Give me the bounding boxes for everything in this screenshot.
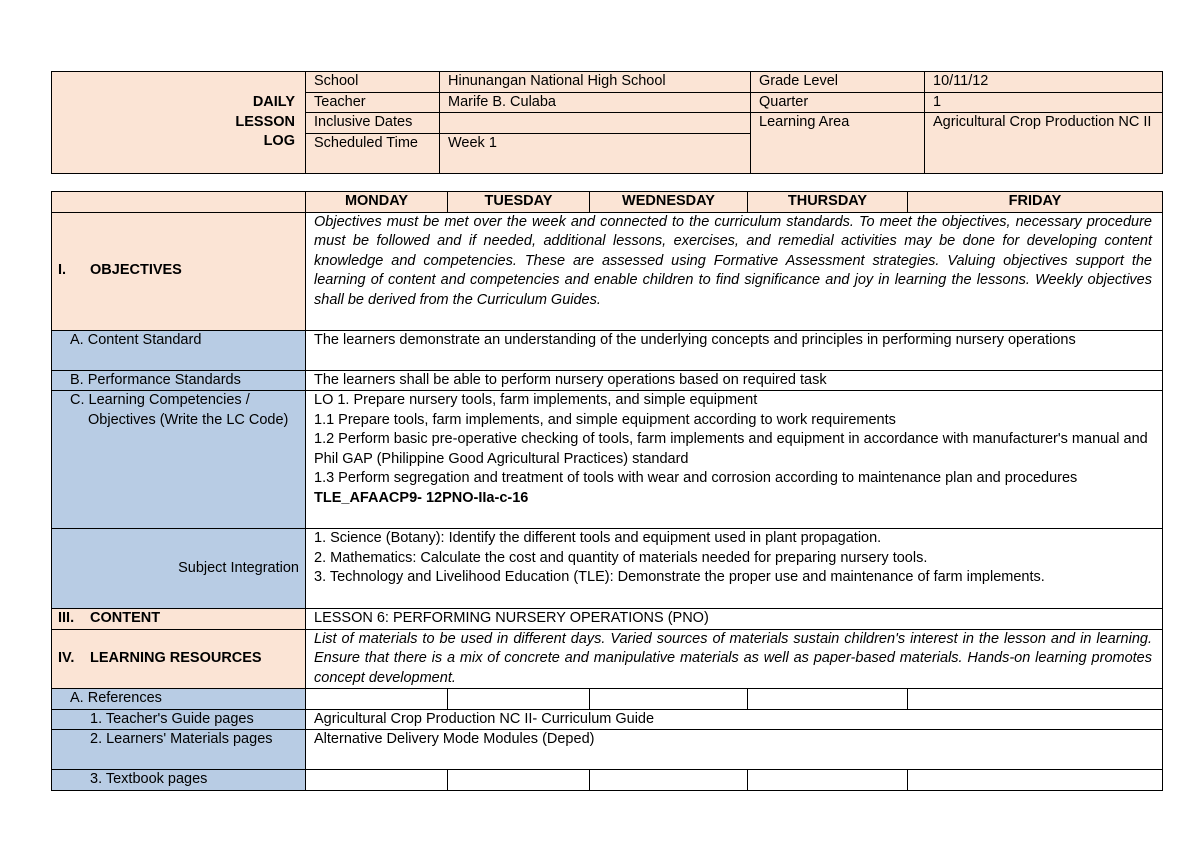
dates-label: Inclusive Dates xyxy=(306,113,440,134)
references-cell-thursday xyxy=(748,689,908,710)
competency-line: 1.3 Perform segregation and treatment of tools with wear and corrosion according to maintenance plan and procedures xyxy=(314,470,1078,486)
integration-label: Subject Integration xyxy=(52,529,306,609)
teachers-guide-label: 1. Teacher's Guide pages xyxy=(52,709,306,730)
integration-text xyxy=(306,529,1163,609)
grade-value: 10/11/12 xyxy=(925,72,1163,93)
competency-line: 1.2 Perform basic pre-operative checking of tools, farm implements and equipment in accordance with manufacturer's manual and Phil GAP (Philippine Good Agricultural Practices) standard xyxy=(314,431,1148,467)
school-label: School xyxy=(306,72,440,93)
performance-standards-text: The learners shall be able to perform nursery operations based on required task xyxy=(306,370,1163,391)
resources-text: List of materials to be used in different days. Varied sources of materials sustain children's interest in the lesson and in learning. Ensure that there is a mix of concrete and manipulative materials as well as paper-based materials. Hands-on learning promotes concept development. xyxy=(306,629,1163,689)
references-cell-wednesday xyxy=(590,689,748,710)
content-standard-text: The learners demonstrate an understanding of the underlying concepts and principles in performing nursery operations xyxy=(306,330,1163,370)
objectives-text: Objectives must be met over the week and connected to the curriculum standards. To meet the objectives, necessary procedure must be followed and if needed, additional lessons, exercises, and remedial activities may be done for developing content knowledge and competencies. These are assessed using Formative Assessment strategies. Valuing objectives support the learning of content and competencies and enable children to find significance and joy in learning the lessons. Weekly objectives shall be derived from the Curriculum Guides. xyxy=(306,212,1163,330)
corner-cell xyxy=(52,192,306,213)
learners-materials-label-text: 2. Learners' Materials pages xyxy=(90,731,273,747)
content-heading xyxy=(52,609,306,630)
content-label: CONTENT xyxy=(90,610,161,626)
day-monday: MONDAY xyxy=(306,192,448,213)
content-text: LESSON 6: PERFORMING NURSERY OPERATIONS (PNO) xyxy=(306,609,1163,630)
textbook-cell-wednesday xyxy=(590,770,748,791)
integration-line: 2. Mathematics: Calculate the cost and quantity of materials needed for preparing nursery tools. xyxy=(314,549,928,566)
content-num: III. xyxy=(58,610,75,626)
textbook-cell-thursday xyxy=(748,770,908,791)
header-table xyxy=(51,71,1163,174)
references-cell-monday xyxy=(306,689,448,710)
textbook-cell-monday xyxy=(306,770,448,791)
teacher-value: Marife B. Culaba xyxy=(440,92,751,113)
references-label: A. References xyxy=(52,689,306,710)
performance-standards-label: B. Performance Standards xyxy=(52,370,306,391)
objectives-label: OBJECTIVES xyxy=(90,262,182,279)
textbook-cell-friday xyxy=(908,770,1163,791)
dll-title-line: DAILY xyxy=(252,94,295,110)
dates-value xyxy=(440,113,751,134)
competencies-label-text: C. Learning Competencies / Objectives (Write the LC Code) xyxy=(70,392,289,428)
lesson-table xyxy=(51,191,1163,791)
time-label: Scheduled Time xyxy=(306,133,440,173)
textbook-cell-tuesday xyxy=(448,770,590,791)
integration-line: 1. Science (Botany): Identify the different tools and equipment used in plant propagation. xyxy=(314,530,882,546)
dll-title-line: LOG xyxy=(263,133,295,149)
area-value: Agricultural Crop Production NC II xyxy=(925,113,1163,174)
dll-title-line: LESSON xyxy=(235,113,295,130)
day-tuesday: TUESDAY xyxy=(448,192,590,213)
learners-materials-value: Alternative Delivery Mode Modules (Deped) xyxy=(306,730,1163,770)
objectives-num: I. xyxy=(58,262,67,279)
area-label: Learning Area xyxy=(751,113,925,174)
day-thursday: THURSDAY xyxy=(748,192,908,213)
teachers-guide-value: Agricultural Crop Production NC II- Curriculum Guide xyxy=(306,709,1163,730)
content-standard-label: A. Content Standard xyxy=(52,330,306,370)
learners-materials-label xyxy=(52,730,306,770)
grade-label: Grade Level xyxy=(751,72,925,93)
competency-line: LO 1. Prepare nursery tools, farm implements, and simple equipment xyxy=(314,392,758,408)
resources-num: IV. xyxy=(58,650,75,666)
competencies-label xyxy=(52,391,306,529)
competency-line: 1.1 Prepare tools, farm implements, and simple equipment according to work requirements xyxy=(314,411,896,428)
objectives-heading xyxy=(52,212,306,330)
lc-code: TLE_AFAACP9- 12PNO-IIa-c-16 xyxy=(314,489,529,506)
dll-title xyxy=(52,72,306,174)
integration-line: 3. Technology and Livelihood Education (TLE): Demonstrate the proper use and maintenance of farm implements. xyxy=(314,569,1045,585)
references-cell-friday xyxy=(908,689,1163,710)
resources-label: LEARNING RESOURCES xyxy=(90,650,262,666)
competencies-text xyxy=(306,391,1163,529)
quarter-label: Quarter xyxy=(751,92,925,113)
day-wednesday: WEDNESDAY xyxy=(590,192,748,213)
day-friday: FRIDAY xyxy=(908,192,1163,213)
school-value: Hinunangan National High School xyxy=(440,72,751,93)
quarter-value: 1 xyxy=(925,92,1163,113)
teacher-label: Teacher xyxy=(306,92,440,113)
textbook-label: 3. Textbook pages xyxy=(52,770,306,791)
resources-heading xyxy=(52,629,306,689)
references-cell-tuesday xyxy=(448,689,590,710)
time-value: Week 1 xyxy=(440,133,751,173)
